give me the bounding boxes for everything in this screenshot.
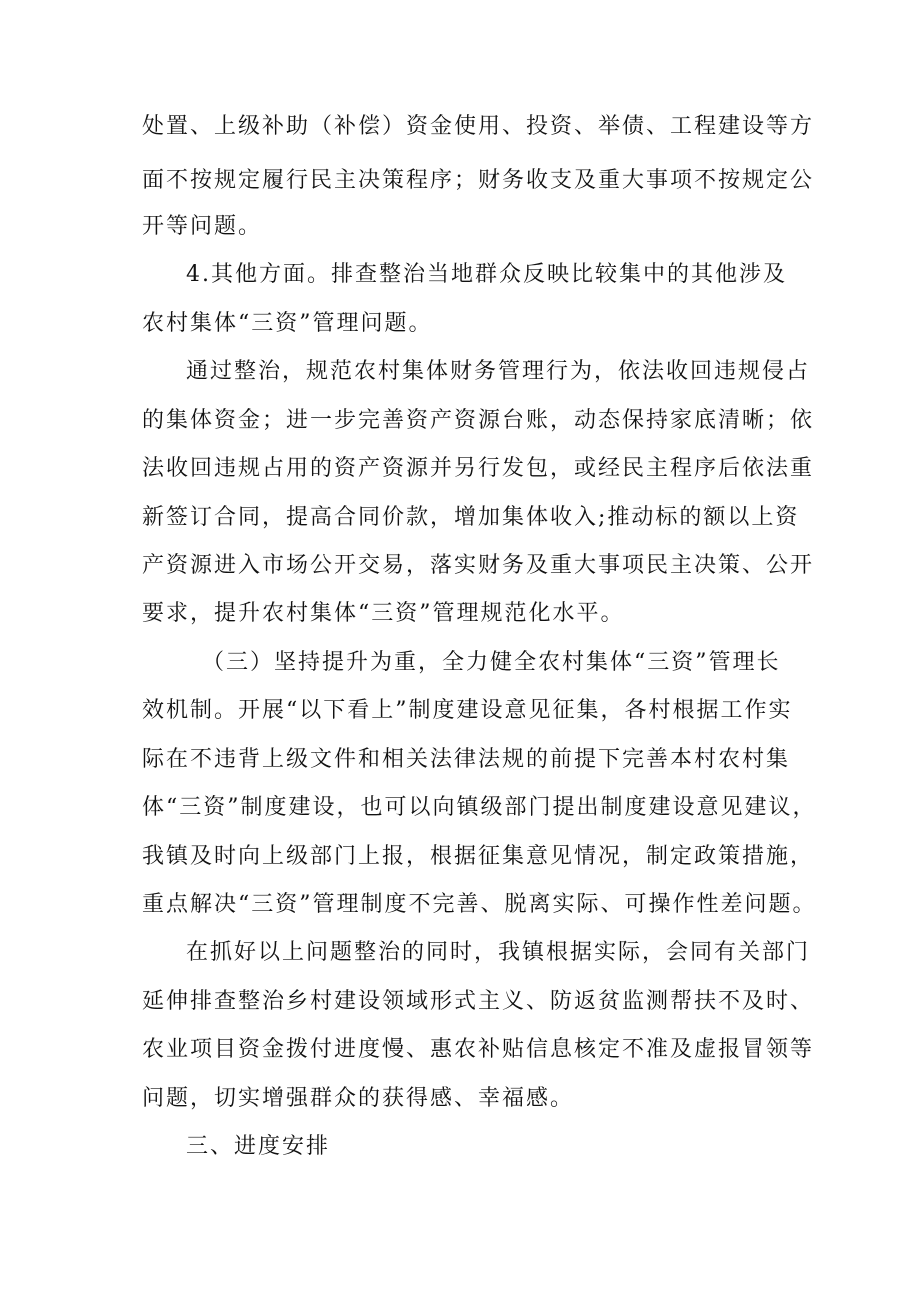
text-line: 农村集体“三资”管理问题。 [142, 311, 433, 336]
text-line: 在抓好以上问题整治的同时，我镇根据实际，会同有关部门 [186, 940, 811, 965]
text-line: 处置、上级补助（补偿）资金使用、投资、举债、工程建设等方 [142, 114, 815, 139]
text-line: 农业项目资金拨付进度慢、惠农补贴信息核定不准及虚报冒领等 [142, 1037, 815, 1062]
text-line: 要求，提升农村集体“三资”管理规范化水平。 [142, 601, 625, 626]
text-line: 我镇及时向上级部门上报，根据征集意见情况，制定政策措施， [142, 844, 815, 869]
text-line: 新签订合同，提高合同价款，增加集体收入;推动标的额以上资 [142, 505, 800, 530]
text-line: 开等问题。 [142, 214, 263, 239]
text-line: 重点解决“三资”管理制度不完善、脱离实际、可操作性差问题。 [142, 892, 817, 917]
section-heading: 三、进度安排 [186, 1134, 331, 1159]
text-line: 面不按规定履行民主决策程序；财务收支及重大事项不按规定公 [142, 168, 815, 193]
text-line: 延伸排查整治乡村建设领域形式主义、防返贫监测帮扶不及时、 [142, 989, 815, 1014]
text-line: 的集体资金；进一步完善资产资源台账，动态保持家底清晰；依 [142, 408, 815, 433]
text-line: 际在不违背上级文件和相关法律法规的前提下完善本村农村集 [142, 747, 791, 772]
text-line: （三）坚持提升为重，全力健全农村集体“三资”管理长 [202, 650, 781, 675]
text-line: 效机制。开展“以下看上”制度建设意见征集，各村根据工作实 [142, 698, 793, 723]
text-line: 法收回违规占用的资产资源并另行发包，或经民主程序后依法重 [142, 456, 815, 481]
text-line: 4.其他方面。排查整治当地群众反映比较集中的其他涉及 [186, 262, 787, 287]
text-line: 产资源进入市场公开交易，落实财务及重大事项民主决策、公开 [142, 553, 815, 578]
text-line: 通过整治，规范农村集体财务管理行为，依法收回违规侵占 [186, 359, 811, 384]
text-line: 体“三资”制度建设，也可以向镇级部门提出制度建设意见建议， [142, 795, 817, 820]
text-line: 问题，切实增强群众的获得感、幸福感。 [142, 1086, 575, 1111]
